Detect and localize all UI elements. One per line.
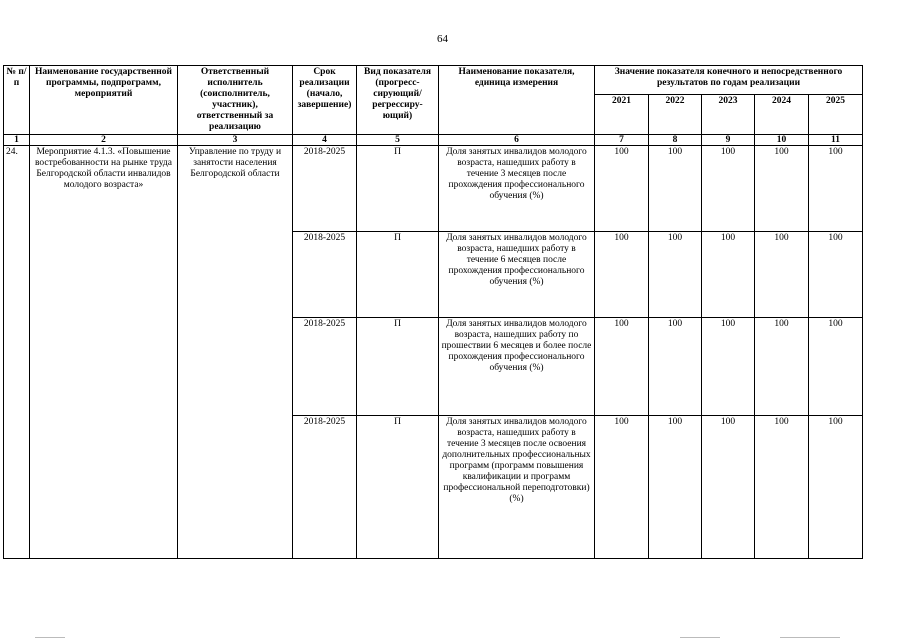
value-cell: 100 [755,318,809,416]
indicator-name-cell: Доля занятых инвалидов молодого возраста, нашедших работу в течение 3 месяцев после освоения дополнительных профессиональных программ (программ повышения квалификации и программ профессиональной переподготовки) (%) [439,416,595,559]
value-cell: 100 [702,318,755,416]
header-program-name: Наименование государственной программы, подпрограмм, мероприятий [30,66,178,135]
column-number: 4 [293,135,357,146]
scan-artifact [780,637,840,638]
value-cell: 100 [809,318,863,416]
column-number: 8 [649,135,702,146]
value-cell: 100 [702,232,755,318]
column-number: 11 [809,135,863,146]
column-number: 3 [178,135,293,146]
value-cell: 100 [755,416,809,559]
header-year: 2022 [649,95,702,135]
indicator-type-cell: П [357,146,439,232]
scan-artifact [35,637,65,638]
header-indicator-type: Вид показателя (прогресс-сирующий/ регрессиру-ющий) [357,66,439,135]
value-cell: 100 [809,146,863,232]
header-year: 2023 [702,95,755,135]
value-cell: 100 [595,318,649,416]
indicator-type-cell: П [357,416,439,559]
column-number: 9 [702,135,755,146]
value-cell: 100 [649,416,702,559]
entry-number: 24. [4,146,30,559]
period-cell: 2018-2025 [293,146,357,232]
header-period: Срок реализации (начало, завершение) [293,66,357,135]
indicator-name-cell: Доля занятых инвалидов молодого возраста, нашедших работу по прошествии 6 месяцев и более после прохождения профессионального обучения (%) [439,318,595,416]
column-number: 2 [30,135,178,146]
value-cell: 100 [649,232,702,318]
column-number: 1 [4,135,30,146]
entry-name: Мероприятие 4.1.3. «Повышение востребованности на рынке труда Белгородской области инвалидов молодого возраста» [30,146,178,559]
value-cell: 100 [649,146,702,232]
header-year: 2025 [809,95,863,135]
indicator-name-cell: Доля занятых инвалидов молодого возраста, нашедших работу в течение 6 месяцев после прохождения профессионального обучения (%) [439,232,595,318]
value-cell: 100 [809,232,863,318]
column-number: 6 [439,135,595,146]
page-number: 64 [437,33,448,45]
header-responsible: Ответственный исполнитель (соисполнитель, участник), ответственный за реализацию [178,66,293,135]
value-cell: 100 [595,232,649,318]
header-number: № п/п [4,66,30,135]
value-cell: 100 [649,318,702,416]
indicators-table [3,65,863,559]
period-cell: 2018-2025 [293,232,357,318]
column-number: 7 [595,135,649,146]
column-numbers-row [4,135,863,146]
header-values-group: Значение показателя конечного и непосредственного результатов по годам реализации [595,66,863,95]
value-cell: 100 [595,146,649,232]
table-row [4,146,863,232]
header-row [4,66,863,95]
indicator-type-cell: П [357,232,439,318]
header-year: 2021 [595,95,649,135]
value-cell: 100 [702,146,755,232]
value-cell: 100 [755,232,809,318]
entry-responsible: Управление по труду и занятости населения Белгородской области [178,146,293,559]
value-cell: 100 [702,416,755,559]
value-cell: 100 [809,416,863,559]
period-cell: 2018-2025 [293,318,357,416]
column-number: 5 [357,135,439,146]
column-number: 10 [755,135,809,146]
header-year: 2024 [755,95,809,135]
value-cell: 100 [595,416,649,559]
indicator-name-cell: Доля занятых инвалидов молодого возраста, нашедших работу в течение 3 месяцев после прохождения профессионального обучения (%) [439,146,595,232]
period-cell: 2018-2025 [293,416,357,559]
scan-artifact [680,637,720,638]
header-indicator-name: Наименование показателя, единица измерения [439,66,595,135]
value-cell: 100 [755,146,809,232]
indicator-type-cell: П [357,318,439,416]
